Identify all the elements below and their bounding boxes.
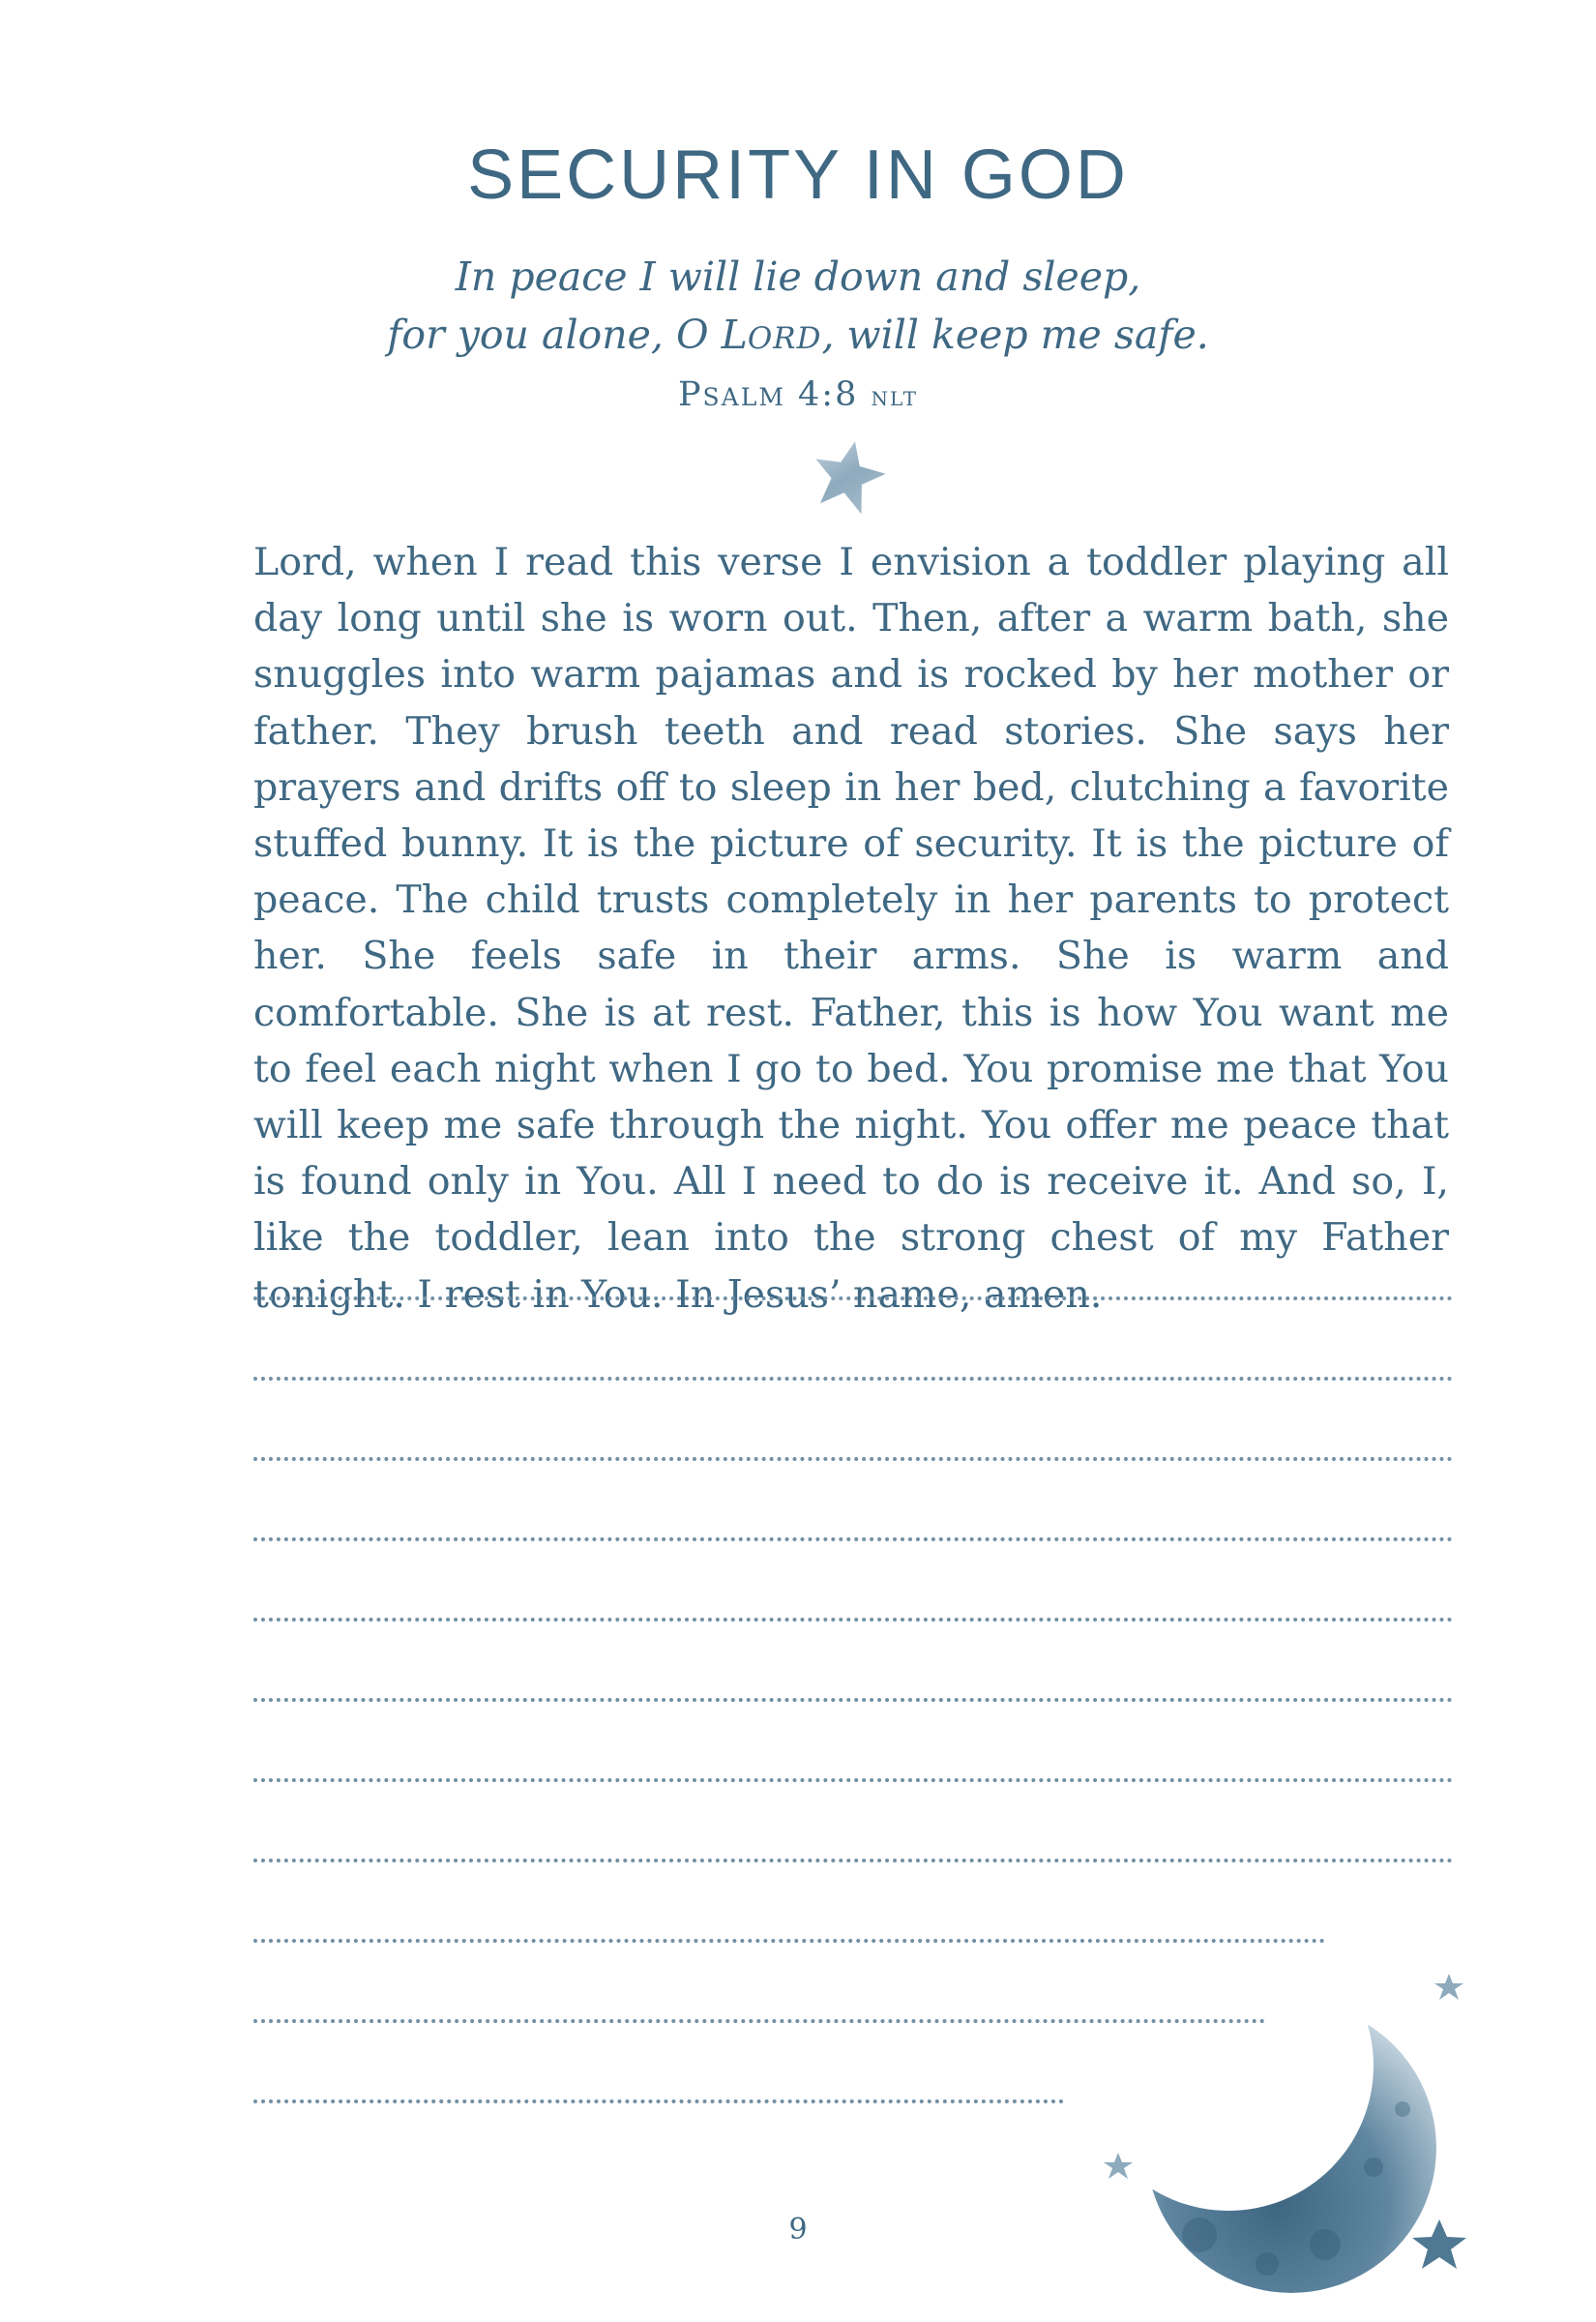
journal-line[interactable]: [253, 1939, 1325, 1943]
journal-line[interactable]: [253, 1859, 1453, 1862]
scripture-line-2: [0, 312, 1596, 358]
star-icon: [811, 437, 892, 519]
scripture-line-2-end: , will keep me safe.: [821, 312, 1209, 358]
reference-translation: nlt: [871, 380, 919, 412]
journal-line[interactable]: [253, 1618, 1453, 1622]
scripture-line-2-start: for you alone, O L: [387, 312, 748, 358]
journal-line[interactable]: [253, 1537, 1453, 1541]
journal-line[interactable]: [253, 2099, 1064, 2103]
journal-line[interactable]: [253, 1698, 1453, 1702]
journal-line[interactable]: [253, 1778, 1453, 1782]
scripture-reference: [0, 375, 1596, 414]
crescent-moon-icon: [1083, 1974, 1490, 2303]
page-number: 9: [788, 2213, 808, 2247]
scripture-line-2-smallcaps: ORD: [747, 321, 822, 356]
journal-line[interactable]: [253, 1296, 1453, 1300]
page-title: SECURITY IN GOD: [467, 136, 1129, 214]
prayer-text: Lord, when I read this verse I envision a toddler playing all day long until she is worn out. Then, after a warm bath, she snuggles into warm pajamas and is rocked by her mother or father. They brush teeth and read stories. She says her prayers and drifts off to sleep in her bed, clutching a favorite stuffed bunny. It is the picture of security. It is the picture of peace. The child trusts completely in her parents to protect her. She feels safe in their arms. She is warm and comfortable. She is at rest. Father, this is how You want me to feel each night when I go to bed. You promise me that You will keep me safe through the night. You offer me peace that is found only in You. All I need to do is receive it. And so, I, like the toddler, lean into the strong chest of my Father tonight. I rest in You. In Jesus’ name, amen.: [253, 540, 1449, 1317]
reference-book: Psalm 4:8: [677, 375, 859, 414]
journal-line[interactable]: [253, 1457, 1453, 1461]
journal-line[interactable]: [253, 1377, 1453, 1381]
scripture-line-1: In peace I will lie down and sleep,: [455, 253, 1141, 300]
